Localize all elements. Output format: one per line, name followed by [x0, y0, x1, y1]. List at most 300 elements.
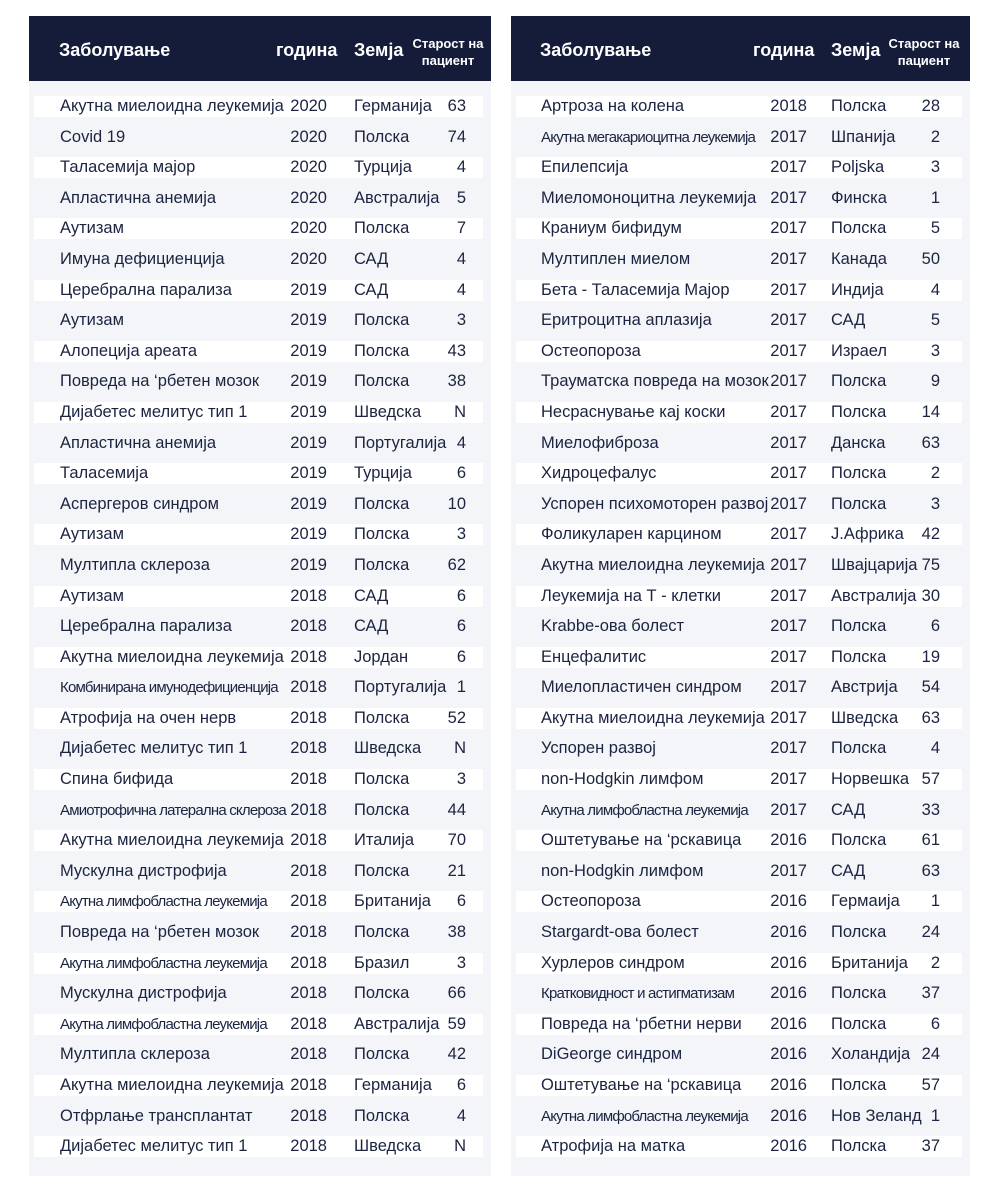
table-row — [511, 948, 970, 979]
country-cell: Израел — [831, 341, 888, 360]
age-cell: 9 — [930, 372, 940, 391]
age-cell: 14 — [921, 402, 940, 421]
table-row — [29, 978, 491, 1009]
age-cell: 2 — [930, 464, 940, 483]
age-cell: 3 — [456, 953, 466, 972]
right-table-body — [511, 91, 970, 1162]
age-cell: 57 — [921, 1076, 940, 1094]
year-cell: 2018 — [770, 97, 807, 115]
disease-cell: Covid 19 — [60, 127, 126, 146]
table-row — [511, 703, 970, 734]
disease-cell: Дијабетес мелитус тип 1 — [60, 1137, 248, 1156]
disease-cell: Остеопороза — [541, 892, 641, 911]
age-cell: 5 — [456, 188, 466, 207]
age-cell: 1 — [930, 188, 940, 207]
disease-cell: Акутна миелоидна леукемија — [541, 708, 765, 727]
table-row — [511, 886, 970, 917]
age-column-header — [884, 35, 964, 69]
age-cell: 3 — [930, 494, 940, 513]
country-cell: Полска — [354, 1106, 410, 1125]
table-row — [511, 825, 970, 856]
table-row — [511, 733, 970, 764]
disease-cell: Аспергеров синдром — [60, 494, 219, 513]
disease-cell: Мултипла склероза — [60, 555, 210, 574]
country-cell: Финска — [831, 188, 887, 207]
year-cell: 2018 — [290, 617, 327, 636]
age-cell: 4 — [930, 280, 940, 299]
right-table-header — [511, 16, 970, 81]
age-cell: 6 — [456, 1076, 466, 1094]
age-cell: 21 — [447, 861, 466, 880]
country-cell: Полска — [831, 1014, 887, 1033]
disease-cell: Stargardt-ова болест — [541, 923, 699, 942]
disease-cell: Артроза на колена — [541, 97, 685, 115]
disease-cell: Миелофиброза — [541, 433, 659, 452]
table-row — [29, 581, 491, 612]
year-cell: 2017 — [770, 249, 807, 268]
country-cell: Индија — [831, 280, 884, 299]
country-cell: САД — [354, 280, 389, 299]
country-cell: Гермаија — [831, 892, 900, 911]
age-cell: 57 — [921, 770, 940, 789]
age-header-line2: пациент — [897, 53, 951, 68]
country-cell: Шведска — [354, 402, 422, 421]
year-cell: 2019 — [290, 341, 327, 360]
table-row — [511, 1009, 970, 1040]
disease-cell: DiGeorge синдром — [541, 1045, 683, 1064]
year-cell: 2017 — [770, 555, 807, 574]
disease-cell: Акутна лимфобластна леукемија — [60, 893, 267, 911]
disease-cell: Кратковидност и астигматизам — [541, 985, 735, 1003]
disease-cell: Успорен психомоторен развој — [541, 494, 769, 513]
year-cell: 2018 — [290, 1014, 327, 1033]
table-row — [29, 856, 491, 887]
year-cell: 2017 — [770, 708, 807, 727]
age-cell: 3 — [456, 525, 466, 544]
age-cell: 6 — [456, 892, 466, 911]
year-cell: 2017 — [770, 647, 807, 666]
year-cell: 2017 — [770, 464, 807, 483]
age-cell: 6 — [456, 647, 466, 666]
country-cell: Полска — [354, 311, 410, 330]
year-cell: 2017 — [770, 617, 807, 636]
age-cell: 54 — [921, 678, 940, 697]
country-cell: Полска — [354, 800, 410, 819]
country-cell: Полска — [831, 494, 887, 513]
year-cell: 2017 — [770, 770, 807, 789]
disease-cell: Оштетување на ‘рскавица — [541, 1076, 742, 1094]
country-cell: САД — [831, 861, 866, 880]
disease-cell: Леукемија на Т - клетки — [541, 586, 721, 605]
year-cell: 2017 — [770, 739, 807, 758]
table-row — [511, 397, 970, 428]
disease-cell: Комбинирана имунодефициенција — [60, 679, 278, 697]
age-cell: 24 — [921, 1045, 940, 1064]
age-cell: 74 — [447, 127, 466, 146]
country-cell: Полска — [831, 647, 887, 666]
year-cell: 2017 — [770, 861, 807, 880]
country-cell: Poljska — [831, 158, 885, 177]
disease-cell: Акутна миелоидна леукемија — [60, 1076, 284, 1094]
table-row — [29, 244, 491, 275]
age-cell: 6 — [456, 464, 466, 483]
country-cell: Нов Зеланд — [831, 1106, 922, 1125]
age-cell: 42 — [447, 1045, 466, 1064]
table-row — [511, 581, 970, 612]
table-row — [511, 428, 970, 459]
age-cell: 61 — [921, 831, 940, 850]
right-table — [511, 16, 970, 1176]
table-row — [29, 825, 491, 856]
table-row — [511, 550, 970, 581]
country-cell: Турција — [354, 464, 412, 483]
table-row — [29, 611, 491, 642]
disease-cell: Акутна миелоидна леукемија — [60, 831, 284, 850]
year-cell: 2016 — [770, 831, 807, 850]
disease-cell: Таласемија — [60, 464, 149, 483]
table-row — [29, 152, 491, 183]
table-row — [511, 213, 970, 244]
table-row — [511, 1101, 970, 1132]
disease-cell: Мускулна дистрофија — [60, 984, 227, 1003]
year-cell: 2019 — [290, 494, 327, 513]
table-row — [29, 519, 491, 550]
table-row — [29, 886, 491, 917]
country-cell: Полска — [831, 1076, 887, 1094]
table-row — [29, 733, 491, 764]
country-cell: Швајцарија — [831, 555, 918, 574]
table-row — [511, 519, 970, 550]
year-cell: 2020 — [290, 97, 327, 115]
year-cell: 2017 — [770, 280, 807, 299]
country-cell: Италија — [354, 831, 415, 850]
year-cell: 2018 — [290, 923, 327, 942]
disease-cell: Повреда на ‘рбетен мозок — [60, 923, 260, 942]
disease-cell: Успорен развој — [541, 739, 656, 758]
country-cell: Австралија — [831, 586, 917, 605]
age-cell: 63 — [921, 433, 940, 452]
disease-cell: Амиотрофична латерална склероза — [60, 801, 286, 819]
table-row — [29, 183, 491, 214]
disease-cell: Таласемија мајор — [60, 158, 196, 177]
age-column-header — [408, 35, 488, 69]
disease-cell: Имуна дефициенција — [60, 249, 225, 268]
country-cell: Полска — [831, 984, 887, 1003]
left-table — [29, 16, 491, 1176]
table-row — [511, 672, 970, 703]
country-cell: Шведска — [831, 708, 899, 727]
year-cell: 2020 — [290, 158, 327, 177]
age-cell: 4 — [456, 280, 466, 299]
age-cell: 4 — [456, 158, 466, 177]
country-cell: Полска — [831, 617, 887, 636]
age-cell: 52 — [447, 708, 466, 727]
country-cell: Полска — [354, 341, 410, 360]
country-cell: Полска — [354, 494, 410, 513]
table-row — [29, 458, 491, 489]
age-cell: 10 — [447, 494, 466, 513]
year-cell: 2016 — [770, 892, 807, 911]
country-cell: САД — [354, 586, 389, 605]
country-cell: Канада — [831, 249, 887, 268]
year-cell: 2017 — [770, 678, 807, 697]
disease-cell: Краниум бифидум — [541, 219, 682, 238]
disease-cell: Церебрална парализа — [60, 617, 232, 636]
year-column-header: година — [276, 40, 338, 60]
disease-cell: Отфрлање трансплантат — [60, 1106, 253, 1125]
year-cell: 2018 — [290, 1045, 327, 1064]
age-cell: 42 — [921, 525, 940, 544]
year-cell: 2019 — [290, 280, 327, 299]
disease-cell: Апластична анемија — [60, 188, 217, 207]
year-cell: 2020 — [290, 188, 327, 207]
year-cell: 2018 — [290, 647, 327, 666]
age-cell: 19 — [921, 647, 940, 666]
year-cell: 2017 — [770, 219, 807, 238]
disease-cell: Мултипла склероза — [60, 1045, 210, 1064]
year-cell: 2016 — [770, 1137, 807, 1156]
year-cell: 2017 — [770, 800, 807, 819]
year-cell: 2018 — [290, 1076, 327, 1094]
table-row — [29, 1070, 491, 1101]
country-cell: Австрија — [831, 678, 898, 697]
table-row — [511, 152, 970, 183]
table-row — [511, 458, 970, 489]
disease-cell: Бета - Таласемија Мајор — [541, 280, 730, 299]
age-cell: 6 — [930, 1014, 940, 1033]
country-cell: Полска — [354, 984, 410, 1003]
age-cell: 33 — [921, 800, 940, 819]
disease-cell: Хидроцефалус — [541, 464, 657, 483]
disease-cell: Krabbe-ова болест — [541, 617, 685, 636]
year-cell: 2018 — [290, 831, 327, 850]
age-cell: 1 — [930, 892, 940, 911]
table-row — [511, 275, 970, 306]
table-row — [29, 764, 491, 795]
table-row — [29, 672, 491, 703]
table-row — [511, 336, 970, 367]
table-row — [29, 91, 491, 122]
table-row — [29, 642, 491, 673]
year-cell: 2020 — [290, 127, 327, 146]
age-cell: 6 — [930, 617, 940, 636]
age-cell: 4 — [456, 1106, 466, 1125]
country-cell: Ј.Африка — [831, 525, 904, 544]
year-cell: 2017 — [770, 525, 807, 544]
country-cell: Австралија — [354, 1014, 440, 1033]
table-row — [511, 795, 970, 826]
country-cell: Полска — [354, 708, 410, 727]
disease-cell: Повреда на ‘рбетен мозок — [60, 372, 260, 391]
age-cell: 28 — [921, 97, 940, 115]
year-cell: 2018 — [290, 1137, 327, 1156]
table-row — [511, 764, 970, 795]
table-row — [29, 305, 491, 336]
age-cell: 63 — [447, 97, 466, 115]
country-cell: Бразил — [354, 953, 410, 972]
age-cell: 75 — [921, 555, 940, 574]
age-cell: 43 — [447, 341, 466, 360]
disease-cell: Енцефалитис — [541, 647, 647, 666]
table-row — [511, 642, 970, 673]
year-cell: 2019 — [290, 372, 327, 391]
age-cell: N — [454, 402, 466, 421]
age-cell: 24 — [921, 923, 940, 942]
country-cell: САД — [354, 249, 389, 268]
left-table-header — [29, 16, 491, 81]
age-cell: N — [454, 739, 466, 758]
country-cell: Полска — [831, 219, 887, 238]
year-cell: 2018 — [290, 1106, 327, 1125]
age-cell: 59 — [447, 1014, 466, 1033]
disease-cell: Акутна лимфобластна леукемија — [60, 1015, 267, 1033]
year-cell: 2019 — [290, 433, 327, 452]
country-cell: Австралија — [354, 188, 440, 207]
year-cell: 2018 — [290, 861, 327, 880]
table-row — [29, 428, 491, 459]
country-cell: Полска — [831, 372, 887, 391]
disease-cell: Повреда на ‘рбетни нерви — [541, 1014, 742, 1033]
country-cell: Полска — [831, 923, 887, 942]
table-row — [511, 856, 970, 887]
age-cell: 1 — [456, 678, 466, 697]
disease-cell: Несраснување кај коски — [541, 402, 726, 421]
table-row — [511, 305, 970, 336]
age-header-line1: Старост на — [888, 36, 960, 51]
disease-cell: Аутизам — [60, 525, 124, 544]
disease-cell: Дијабетес мелитус тип 1 — [60, 402, 248, 421]
year-cell: 2018 — [290, 984, 327, 1003]
country-cell: Полска — [831, 739, 887, 758]
disease-cell: Фоликуларен карцином — [541, 525, 722, 544]
country-cell: САД — [354, 617, 389, 636]
age-header-line2: пациент — [421, 53, 475, 68]
table-row — [29, 336, 491, 367]
table-row — [511, 611, 970, 642]
country-cell: Португалија — [354, 678, 447, 697]
disease-cell: Дијабетес мелитус тип 1 — [60, 739, 248, 758]
disease-cell: Акутна лимфобластна леукемија — [541, 801, 748, 819]
age-cell: 4 — [456, 433, 466, 452]
disease-cell: Аутизам — [60, 219, 124, 238]
year-cell: 2018 — [290, 586, 327, 605]
table-row — [29, 1101, 491, 1132]
disease-cell: Акутна миелоидна леукемија — [60, 647, 284, 666]
country-cell: Норвешка — [831, 770, 910, 789]
age-cell: 63 — [921, 861, 940, 880]
year-cell: 2020 — [290, 219, 327, 238]
disease-cell: Миеломоноцитна леукемија — [541, 188, 757, 207]
disease-cell: Акутна лимфобластна леукемија — [60, 954, 267, 972]
left-table-body — [29, 91, 491, 1162]
age-cell: 1 — [930, 1106, 940, 1125]
table-row — [511, 917, 970, 948]
country-cell: Германија — [354, 1076, 432, 1094]
age-cell: 7 — [456, 219, 466, 238]
age-cell: 2 — [930, 953, 940, 972]
age-cell: 38 — [447, 923, 466, 942]
age-cell: 38 — [447, 372, 466, 391]
year-cell: 2018 — [290, 708, 327, 727]
table-row — [511, 122, 970, 153]
country-cell: Полска — [354, 1045, 410, 1064]
disease-cell: Акутна лимфобластна леукемија — [541, 1107, 748, 1125]
country-cell: Португалија — [354, 433, 447, 452]
country-column-header: Земја — [354, 40, 404, 60]
table-row — [29, 275, 491, 306]
year-cell: 2016 — [770, 984, 807, 1003]
disease-cell: Еритроцитна аплазија — [541, 311, 712, 330]
year-cell: 2016 — [770, 923, 807, 942]
year-cell: 2017 — [770, 586, 807, 605]
year-cell: 2018 — [290, 953, 327, 972]
country-cell: Јордан — [354, 647, 409, 666]
country-cell: Шпанија — [831, 127, 896, 146]
table-row — [511, 1131, 970, 1162]
country-cell: Полска — [831, 831, 887, 850]
disease-cell: Трауматска повреда на мозок — [541, 372, 769, 391]
table-row — [29, 550, 491, 581]
country-cell: Полска — [354, 923, 410, 942]
age-cell: 5 — [930, 311, 940, 330]
disease-cell: Аутизам — [60, 311, 124, 330]
year-cell: 2017 — [770, 311, 807, 330]
country-cell: Полска — [354, 372, 410, 391]
disease-cell: Остеопороза — [541, 341, 641, 360]
disease-cell: Акутна миелоидна леукемија — [60, 97, 284, 115]
disease-cell: Хурлеров синдром — [541, 953, 685, 972]
table-row — [511, 366, 970, 397]
country-cell: САД — [831, 800, 866, 819]
year-cell: 2016 — [770, 953, 807, 972]
table-row — [511, 183, 970, 214]
table-row — [29, 948, 491, 979]
disease-column-header: Заболување — [59, 40, 171, 60]
year-cell: 2017 — [770, 372, 807, 391]
disease-cell: non-Hodgkin лимфом — [541, 861, 704, 880]
year-cell: 2016 — [770, 1106, 807, 1125]
age-cell: 44 — [447, 800, 466, 819]
year-cell: 2017 — [770, 127, 807, 146]
table-row — [29, 213, 491, 244]
year-cell: 2019 — [290, 525, 327, 544]
country-cell: Шведска — [354, 739, 422, 758]
country-cell: Полска — [354, 770, 410, 789]
disease-cell: Мултиплен миелом — [541, 249, 691, 268]
table-row — [29, 1039, 491, 1070]
year-cell: 2016 — [770, 1045, 807, 1064]
year-cell: 2017 — [770, 158, 807, 177]
year-cell: 2018 — [290, 800, 327, 819]
country-cell: Полска — [831, 464, 887, 483]
age-cell: 37 — [921, 1137, 940, 1156]
year-cell: 2016 — [770, 1076, 807, 1094]
disease-cell: Церебрална парализа — [60, 280, 232, 299]
table-row — [29, 703, 491, 734]
table-row — [29, 489, 491, 520]
year-cell: 2017 — [770, 341, 807, 360]
disease-cell: Акутна миелоидна леукемија — [541, 555, 765, 574]
country-cell: Британија — [354, 892, 431, 911]
year-cell: 2018 — [290, 678, 327, 697]
table-row — [511, 1039, 970, 1070]
table-row — [511, 489, 970, 520]
age-cell: 5 — [930, 219, 940, 238]
year-cell: 2019 — [290, 402, 327, 421]
table-row — [511, 244, 970, 275]
country-cell: Шведска — [354, 1137, 422, 1156]
table-row — [29, 1009, 491, 1040]
